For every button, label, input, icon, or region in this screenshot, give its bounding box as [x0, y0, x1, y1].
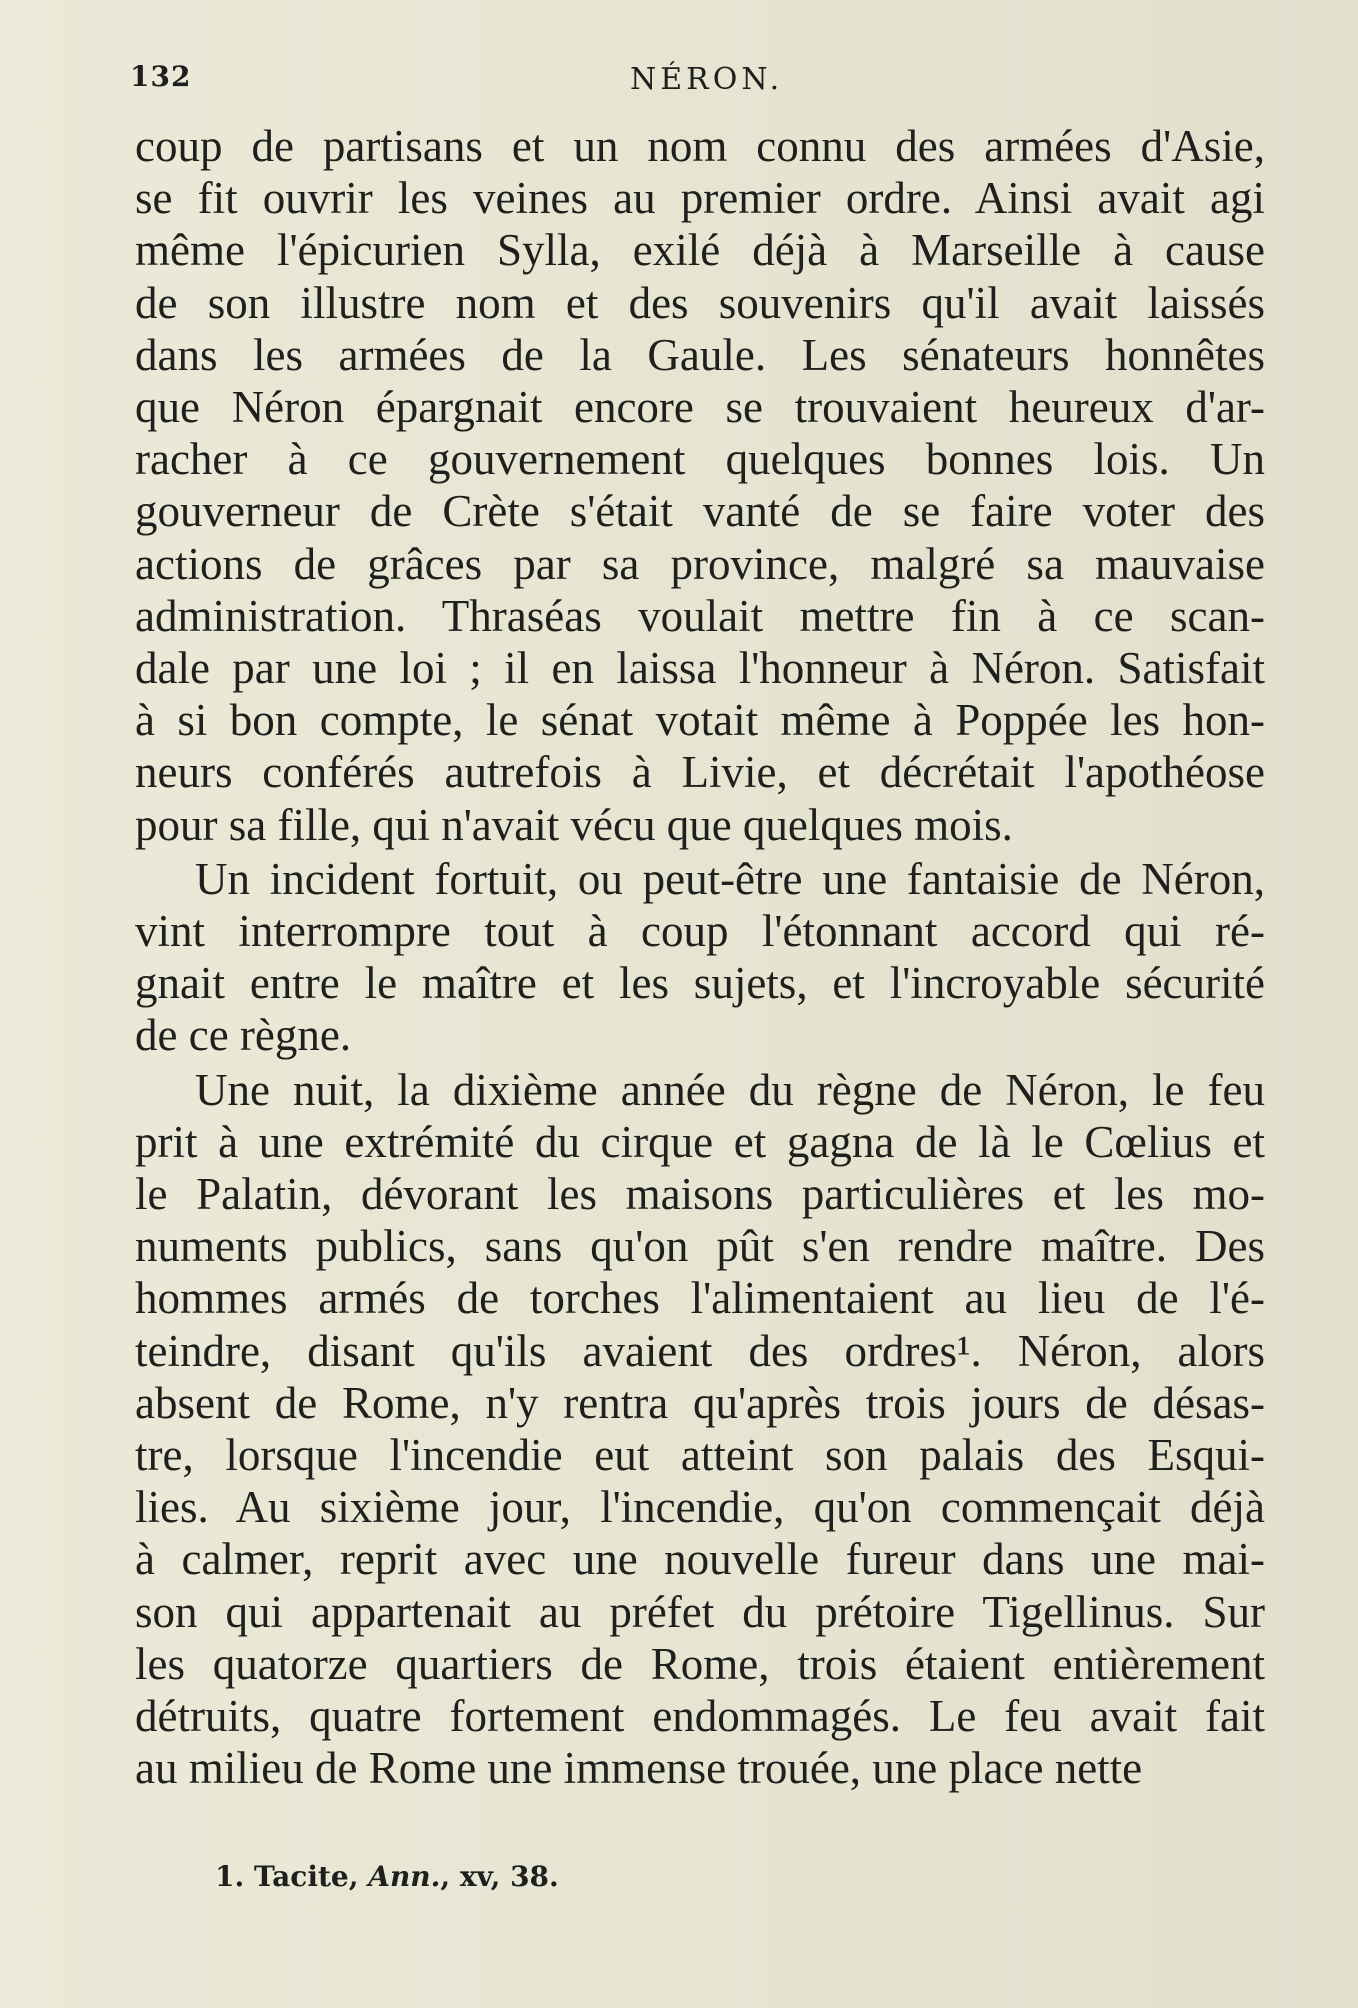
text-line: détruits, quatre fortement endommagés. Le feu avait fait	[135, 1691, 1265, 1742]
text-line: numents publics, sans qu'on pût s'en rendre maître. Des	[135, 1221, 1265, 1272]
text-line: de son illustre nom et des souvenirs qu'il avait laissés	[135, 277, 1265, 328]
footnote-reference: , xv, 38.	[440, 1860, 559, 1893]
text-line: de ce règne.	[135, 1010, 352, 1061]
text-line: neurs conférés autrefois à Livie, et décrétait l'apothéose	[135, 747, 1265, 798]
page-header	[130, 60, 1280, 110]
text-line: que Néron épargnait encore se trouvaient heureux d'ar-	[135, 382, 1265, 433]
paragraph	[135, 1064, 1265, 1795]
text-line: lies. Au sixième jour, l'incendie, qu'on commençait déjà	[135, 1482, 1265, 1533]
paragraph	[135, 120, 1265, 851]
text-line: prit à une extrémité du cirque et gagna de là le Cœlius et	[135, 1116, 1265, 1167]
text-line: au milieu de Rome une immense trouée, une place nette	[135, 1743, 1143, 1794]
text-line: gnait entre le maître et les sujets, et l'incroyable sécurité	[135, 958, 1265, 1009]
text-line: se fit ouvrir les veines au premier ordre. Ainsi avait agi	[135, 173, 1265, 224]
text-line: teindre, disant qu'ils avaient des ordres¹. Néron, alors	[135, 1325, 1265, 1376]
footnote-work: Ann.	[368, 1860, 441, 1893]
page-number: 132	[130, 60, 192, 93]
text-line: tre, lorsque l'incendie eut atteint son palais des Esqui-	[135, 1430, 1265, 1481]
text-line: le Palatin, dévorant les maisons particulières et les mo-	[135, 1169, 1265, 1220]
text-line: à calmer, reprit avec une nouvelle fureur dans une mai-	[135, 1534, 1265, 1585]
text-line: dans les armées de la Gaule. Les sénateurs honnêtes	[135, 329, 1265, 380]
text-line: coup de partisans et un nom connu des armées d'Asie,	[135, 121, 1265, 171]
text-line: son qui appartenait au préfet du prétoire Tigellinus. Sur	[135, 1586, 1265, 1637]
body-text	[135, 120, 1265, 1795]
text-line: vint interrompre tout à coup l'étonnant accord qui ré-	[135, 906, 1265, 957]
text-line: absent de Rome, n'y rentra qu'après trois jours de désas-	[135, 1377, 1265, 1428]
text-line: pour sa fille, qui n'avait vécu que quelques mois.	[135, 799, 1013, 850]
text-line: Une nuit, la dixième année du règne de Néron, le feu	[195, 1064, 1265, 1115]
text-line: hommes armés de torches l'alimentaient au lieu de l'é-	[135, 1273, 1265, 1324]
text-line: même l'épicurien Sylla, exilé déjà à Marseille à cause	[135, 225, 1265, 276]
text-line: dale par une loi ; il en laissa l'honneur à Néron. Satisfait	[135, 643, 1265, 694]
text-line: Un incident fortuit, ou peut-être une fantaisie de Néron,	[195, 853, 1265, 904]
text-line: administration. Thraséas voulait mettre fin à ce scan-	[135, 590, 1265, 641]
footnote-author: Tacite,	[253, 1860, 359, 1893]
text-line: racher à ce gouvernement quelques bonnes lois. Un	[135, 434, 1265, 485]
text-line: les quatorze quartiers de Rome, trois étaient entièrement	[135, 1638, 1265, 1689]
footnote-number: 1.	[215, 1860, 245, 1893]
text-line: actions de grâces par sa province, malgré sa mauvaise	[135, 538, 1265, 589]
text-line: gouverneur de Crète s'était vanté de se faire voter des	[135, 486, 1265, 537]
footnote	[215, 1860, 559, 1893]
paragraph	[135, 853, 1265, 1062]
running-title: NÉRON.	[630, 62, 784, 97]
text-line: à si bon compte, le sénat votait même à Poppée les hon-	[135, 695, 1265, 746]
